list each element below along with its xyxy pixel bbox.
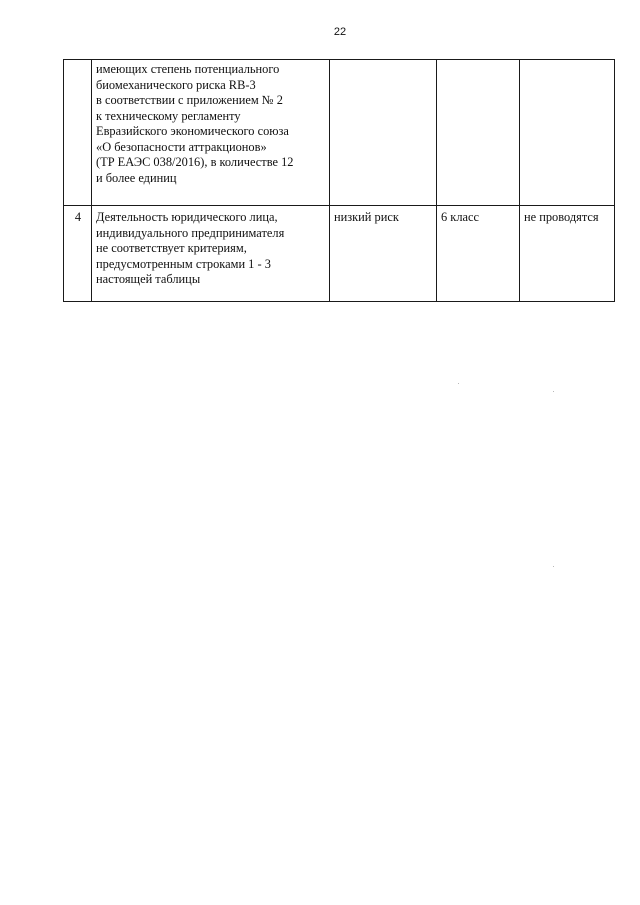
description-cell (92, 206, 330, 302)
description-line: Деятельность юридического лица, (96, 210, 278, 224)
scan-speck (458, 383, 459, 384)
scan-speck (553, 566, 554, 567)
description-line: и более единиц (96, 170, 177, 185)
description-line: «О безопасности аттракционов» (96, 139, 267, 154)
table-row (64, 206, 615, 302)
row-number-cell (64, 60, 92, 206)
description-line: предусмотренным строками 1 - 3 (96, 256, 271, 271)
description-line: Евразийского экономического союза (96, 124, 289, 138)
description-line: биомеханического риска RB-3 (96, 77, 256, 92)
risk-category-table (63, 59, 615, 302)
class-cell: 6 класс (437, 206, 520, 302)
description-line: имеющих степень потенциального (96, 62, 280, 76)
description-line: не соответствует критериям, (96, 241, 247, 255)
description-line: индивидуального предпринимателя (96, 225, 285, 240)
class-cell (437, 60, 520, 206)
inspection-cell: не проводятся (520, 206, 615, 302)
description-line: в соответствии с приложением № 2 (96, 93, 283, 107)
risk-cell: низкий риск (330, 206, 437, 302)
risk-cell (330, 60, 437, 206)
scan-speck (553, 391, 554, 392)
inspection-cell (520, 60, 615, 206)
description-line: к техническому регламенту (96, 108, 241, 123)
page-number: 22 (333, 26, 347, 38)
row-number-cell: 4 (64, 206, 92, 302)
description-line: настоящей таблицы (96, 272, 201, 286)
description-cell (92, 60, 330, 206)
table-row (64, 60, 615, 206)
description-line: (ТР ЕАЭС 038/2016), в количестве 12 (96, 155, 294, 169)
